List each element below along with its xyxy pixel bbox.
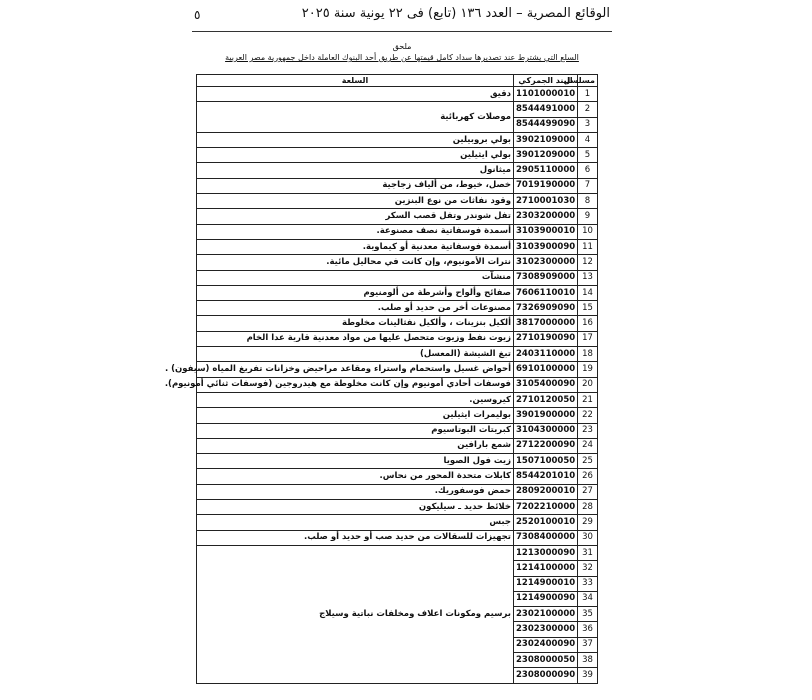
row-commodity: أسمدة فوسفاتية معدنية أو كيماوية. <box>197 239 514 254</box>
row-commodity: شمع بارافين <box>197 438 514 453</box>
row-commodity: زيوت نفط وزيوت متحصل عليها من مواد معدنية قارية عدا الخام <box>197 331 514 346</box>
row-tariff-code: 3901209000 <box>514 148 578 163</box>
row-seq: 39 <box>578 668 598 683</box>
table-row <box>197 347 598 362</box>
row-tariff-code: 8544491000 <box>514 102 578 117</box>
row-seq: 24 <box>578 438 598 453</box>
row-seq: 26 <box>578 469 598 484</box>
table-row <box>197 163 598 178</box>
row-seq: 20 <box>578 377 598 392</box>
row-seq: 33 <box>578 576 598 591</box>
row-tariff-code: 7308909000 <box>514 270 578 285</box>
row-seq: 27 <box>578 484 598 499</box>
row-seq: 4 <box>578 132 598 147</box>
header-rule <box>192 31 612 32</box>
row-commodity: خلائط حديد ـ سيليكون <box>197 500 514 515</box>
row-tariff-code: 2710190090 <box>514 331 578 346</box>
table-row <box>197 239 598 254</box>
row-seq: 31 <box>578 545 598 560</box>
row-tariff-code: 3105400090 <box>514 377 578 392</box>
row-seq: 38 <box>578 652 598 667</box>
table-row <box>197 500 598 515</box>
table-header-row <box>197 75 598 87</box>
table-row <box>197 285 598 300</box>
row-tariff-code: 7202210000 <box>514 500 578 515</box>
table-row <box>197 392 598 407</box>
row-seq: 37 <box>578 637 598 652</box>
row-tariff-code: 8544201010 <box>514 469 578 484</box>
row-tariff-code: 2308000050 <box>514 652 578 667</box>
row-seq: 25 <box>578 454 598 469</box>
row-commodity: منشآت <box>197 270 514 285</box>
table-body <box>164 87 598 684</box>
header-seq: مسلسل <box>578 75 598 87</box>
row-tariff-code: 2712200090 <box>514 438 578 453</box>
row-seq: 23 <box>578 423 598 438</box>
annex-label: ملحق <box>392 42 412 51</box>
row-seq: 30 <box>578 530 598 545</box>
row-commodity: ميثانول <box>197 163 514 178</box>
row-tariff-code: 7606110010 <box>514 285 578 300</box>
table-row <box>197 362 598 377</box>
row-commodity: صفائح وألواح وأشرطة من ألومنيوم <box>197 285 514 300</box>
table-row <box>197 331 598 346</box>
header-desc: السلعة <box>197 75 514 87</box>
row-tariff-code: 7326909090 <box>514 301 578 316</box>
row-tariff-code: 2303200000 <box>514 209 578 224</box>
row-seq: 3 <box>578 117 598 132</box>
table-row <box>197 148 598 163</box>
row-seq: 16 <box>578 316 598 331</box>
row-tariff-code: 2710120050 <box>514 392 578 407</box>
table-row <box>197 469 598 484</box>
row-seq: 19 <box>578 362 598 377</box>
row-tariff-code: 1101000010 <box>514 87 578 102</box>
table-row <box>197 454 598 469</box>
row-seq: 14 <box>578 285 598 300</box>
row-tariff-code: 6910100000 <box>514 362 578 377</box>
row-seq: 11 <box>578 239 598 254</box>
table-row <box>197 178 598 193</box>
row-commodity: أسمدة فوسفاتية نصف مصنوعة. <box>197 224 514 239</box>
row-commodity: جبس <box>197 515 514 530</box>
row-commodity: خصل، خيوط، من ألياف زجاجية <box>197 178 514 193</box>
table-row <box>197 438 598 453</box>
row-tariff-code: 3103900090 <box>514 239 578 254</box>
page-header <box>192 6 612 28</box>
row-tariff-code: 1213000090 <box>514 545 578 560</box>
row-seq: 34 <box>578 591 598 606</box>
table-row <box>197 515 598 530</box>
row-tariff-code: 2302100000 <box>514 607 578 622</box>
row-seq: 12 <box>578 255 598 270</box>
row-commodity: زيت فول الصويا <box>197 454 514 469</box>
table-row <box>197 301 598 316</box>
row-commodity: كابلات متحدة المحور من نحاس. <box>197 469 514 484</box>
table-row <box>197 270 598 285</box>
row-seq: 1 <box>578 87 598 102</box>
row-seq: 9 <box>578 209 598 224</box>
row-tariff-code: 3104300000 <box>514 423 578 438</box>
row-seq: 32 <box>578 561 598 576</box>
row-seq: 2 <box>578 102 598 117</box>
table-row <box>197 423 598 438</box>
row-commodity: تفل شوندر وتفل قصب السكر <box>197 209 514 224</box>
table-row <box>197 224 598 239</box>
row-seq: 7 <box>578 178 598 193</box>
goods-table <box>164 74 598 684</box>
row-seq: 21 <box>578 392 598 407</box>
row-commodity: أحواض غسيل واستحمام واستراء ومقاعد مراحيض وخزانات تفريغ المياه (سيفون) . <box>197 362 514 377</box>
table-row <box>197 545 598 560</box>
row-commodity: برسيم ومكونات اعلاف ومخلفات نباتية وسيلاج <box>197 545 514 683</box>
row-tariff-code: 2403110000 <box>514 347 578 362</box>
row-tariff-code: 2809200010 <box>514 484 578 499</box>
document-page <box>164 0 612 700</box>
row-commodity: كبريتات البوتاسيوم <box>197 423 514 438</box>
row-tariff-code: 3902109000 <box>514 132 578 147</box>
row-tariff-code: 2905110000 <box>514 163 578 178</box>
row-commodity: دقيق <box>197 87 514 102</box>
table-row <box>197 377 598 392</box>
table-row <box>197 87 598 102</box>
row-seq: 17 <box>578 331 598 346</box>
row-tariff-code: 2710001030 <box>514 194 578 209</box>
row-tariff-code: 3103900010 <box>514 224 578 239</box>
row-commodity: بولي ايثيلين <box>197 148 514 163</box>
row-tariff-code: 2308000090 <box>514 668 578 683</box>
table-row <box>197 102 598 117</box>
row-commodity: موصلات كهربائية <box>197 102 514 133</box>
row-commodity: بوليمرات ايثيلين <box>197 408 514 423</box>
row-tariff-code: 3102300000 <box>514 255 578 270</box>
row-commodity: مصنوعات أخر من حديد أو صلب. <box>197 301 514 316</box>
row-seq: 29 <box>578 515 598 530</box>
row-seq: 6 <box>578 163 598 178</box>
row-seq: 35 <box>578 607 598 622</box>
row-tariff-code: 2302400090 <box>514 637 578 652</box>
row-tariff-code: 2520100010 <box>514 515 578 530</box>
table-row <box>197 530 598 545</box>
row-commodity: حمض فوسفوريك. <box>197 484 514 499</box>
row-commodity: تبغ الشيشة (المعسل) <box>197 347 514 362</box>
row-seq: 13 <box>578 270 598 285</box>
row-tariff-code: 7019190000 <box>514 178 578 193</box>
row-commodity: تجهيزات للسقالات من حديد صب أو حديد أو صلب. <box>197 530 514 545</box>
row-commodity: كيروسين. <box>197 392 514 407</box>
table-row <box>197 132 598 147</box>
row-seq: 10 <box>578 224 598 239</box>
row-tariff-code: 7308400000 <box>514 530 578 545</box>
table-row <box>197 484 598 499</box>
row-tariff-code: 1507100050 <box>514 454 578 469</box>
row-tariff-code: 1214900090 <box>514 591 578 606</box>
gazette-title: الوقائع المصرية – العدد ١٣٦ (تابع) فى ٢٢ يونية سنة ٢٠٢٥ <box>301 6 610 21</box>
row-tariff-code: 1214100000 <box>514 561 578 576</box>
row-seq: 5 <box>578 148 598 163</box>
row-tariff-code: 3817000000 <box>514 316 578 331</box>
row-commodity: نترات الأمونيوم، وإن كانت في محاليل مائية. <box>197 255 514 270</box>
row-seq: 28 <box>578 500 598 515</box>
row-commodity: وقود نفاثات من نوع البنزين <box>197 194 514 209</box>
table-row <box>197 209 598 224</box>
table-row <box>197 316 598 331</box>
row-tariff-code: 8544499090 <box>514 117 578 132</box>
row-seq: 8 <box>578 194 598 209</box>
row-tariff-code: 2302300000 <box>514 622 578 637</box>
row-seq: 15 <box>578 301 598 316</box>
row-seq: 18 <box>578 347 598 362</box>
row-commodity: بولي بروبيلين <box>197 132 514 147</box>
table-row <box>197 408 598 423</box>
row-tariff-code: 1214900010 <box>514 576 578 591</box>
row-seq: 22 <box>578 408 598 423</box>
header-code: البند الجمركي <box>514 75 578 87</box>
document-subtitle: السلع التي يشترط عند تصديرها سداد كامل قيمتها عن طريق أحد البنوك العاملة داخل جمهورية مصر العربية <box>225 53 579 62</box>
row-tariff-code: 3901900000 <box>514 408 578 423</box>
row-commodity: فوسفات أحادي أمونيوم وإن كانت مخلوطة مع هيدروجين (فوسفات ثنائي أمونيوم). <box>197 377 514 392</box>
table-row <box>197 255 598 270</box>
page-number: ٥ <box>194 8 201 22</box>
table-row <box>197 194 598 209</box>
row-seq: 36 <box>578 622 598 637</box>
row-commodity: ألكيل بنزينات ، وألكيل نفثالينات مخلوطة <box>197 316 514 331</box>
